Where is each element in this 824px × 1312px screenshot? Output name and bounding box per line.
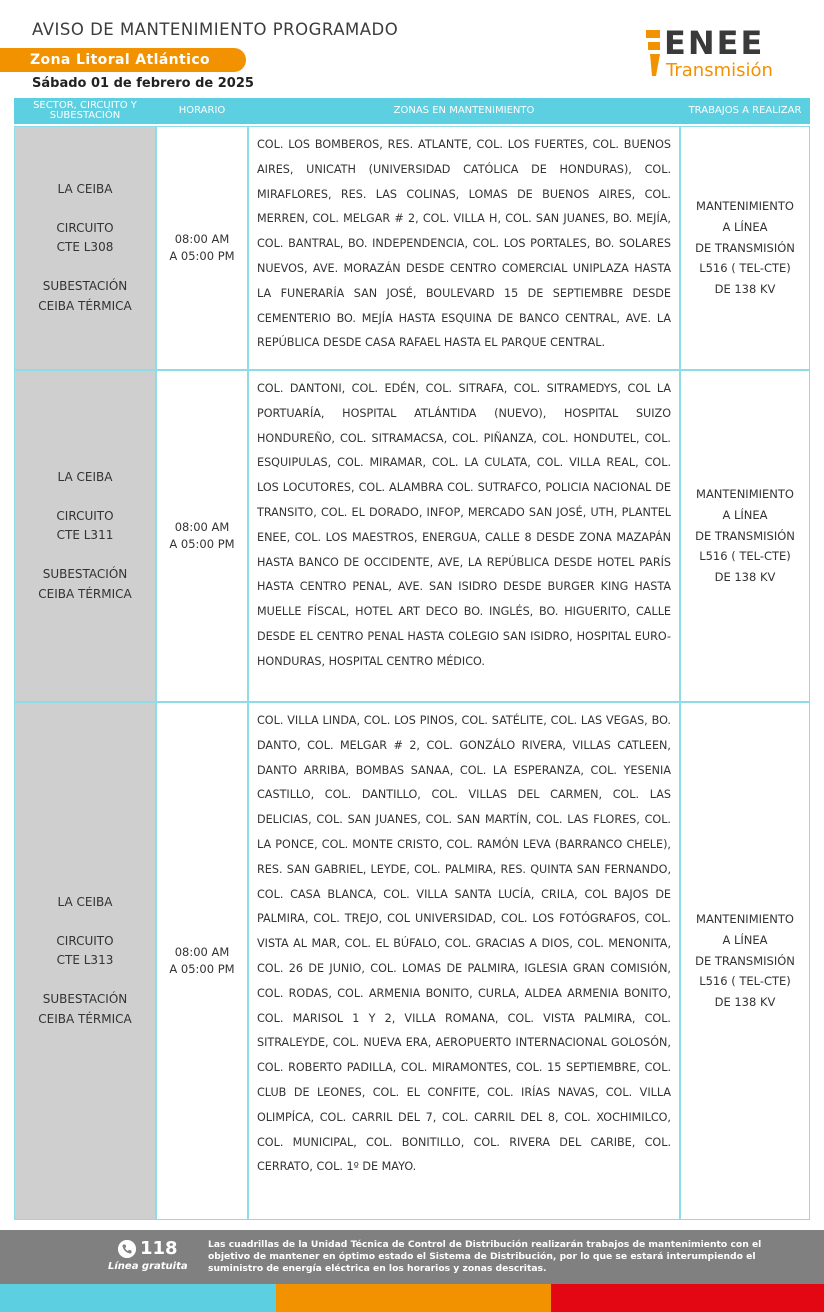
zone-banner: Zona Litoral Atlántico	[0, 48, 246, 72]
zonas-cell: COL. DANTONI, COL. EDÉN, COL. SITRAFA, COL. SITRAMEDYS, COL LA PORTUARÍA, HOSPITAL ATLÁNTIDA (NUEVO), HOSPITAL SUIZO HONDUREÑO, COL. SITRAMACSA, COL. PIÑANZA, COL. HONDUTEL, COL. ESQUIPULAS, COL. MIRAMAR, COL. LA CULATA, COL. VILLA REAL, COL. LOS LOCUTORES, COL. ALAMBRA COL. SUTRAFCO, POLICIA NACIONAL DE TRANSITO, COL. EL DORADO, INFOP, MERCADO SAN JOSÉ, UTH, PLANTEL ENEE, COL. LOS MAESTROS, ENERGUA, CALLE 8 DESDE ZONA MAZAPÁN HASTA BANCO DE OCCIDENTE, AVE, LA REPÚBLICA DESDE HOTEL PARÍS HASTA CENTRO PENAL, AVE. SAN ISIDRO DESDE BURGER KING HASTA MUELLE FÍSCAL, HOTEL ART DECO BO. INGLÉS, BO. HIGUERITO, CALLE DESDE EL CENTRO PENAL HASTA COLEGIO SAN ISIDRO, HOSPITAL EURO-HONDURAS, HOSPITAL CENTRO MÉDICO.	[248, 370, 680, 702]
trabajos-cell: MANTENIMIENTO A LÍNEA DE TRANSMISIÓN L516 ( TEL-CTE) DE 138 KV	[680, 126, 810, 370]
horario-cell: 08:00 AM A 05:00 PM	[156, 126, 248, 370]
logo-brand: ENEE	[664, 24, 765, 62]
phone-label: Línea gratuita	[108, 1261, 188, 1272]
zonas-cell: COL. VILLA LINDA, COL. LOS PINOS, COL. SATÉLITE, COL. LAS VEGAS, BO. DANTO, COL. MELGAR # 2, COL. GONZÁLO RIVERA, VILLAS CATLEEN, DANTO ARRIBA, BOMBAS SANAA, COL. LA ESPERANZA, COL. YESENIA CASTILLO, COL. DANTILLO, COL. VILLAS DEL CARMEN, COL. LAS DELICIAS, COL. SAN JUANES, COL. SAN MARTÍN, COL. LAS FLORES, COL. LA PONCE, COL. MONTE CRISTO, COL. RAMÓN LEVA (BARRANCO CHELE), RES. SAN GABRIEL, LEYDE, COL. PALMIRA, RES. QUINTA SAN FERNANDO, COL. CASA BLANCA, COL. VILLA SANTA LUCÍA, CRILA, COL BAJOS DE PALMIRA, COL. TREJO, COL UNIVERSIDAD, COL. LOS FOTÓGRAFOS, COL. VISTA AL MAR, COL. EL BÚFALO, COL. GRACIAS A DIOS, COL. MENONITA, COL. 26 DE JUNIO, COL. LOMAS DE PALMIRA, IGLESIA GRAN COMISIÓN, COL. RODAS, COL. ARMENIA BONITO, CURLA, ALDEA ARMENIA BONITO, COL. MARISOL 1 Y 2, VILLA ROMANA, COL. VISTA PALMIRA, COL. SITRALEYDE, COL. NUEVA ERA, AEROPUERTO INTERNACIONAL GOLOSÓN, COL. ROBERTO PADILLA, COL. MIRAMONTES, COL. 15 SEPTIEMBRE, COL. CLUB DE LEONES, COL. EL CONFITE, COL. IRÍAS NAVAS, COL. VILLA OLIMPÍCA, COL. CARRIL DEL 7, COL. CARRIL DEL 8, COL. XOCHIMILCO, COL. MUNICIPAL, COL. BONITILLO, COL. RIVERA DEL CARIBE, COL. CERRATO, COL. 1º DE MAYO.	[248, 702, 680, 1220]
footer-notice: Las cuadrillas de la Unidad Técnica de Control de Distribución realizarán trabajos de mantenimiento con el objetivo de mantener en óptimo estado el Sistema de Distribución, por lo que se estará interumpiendo el suministro de energía eléctrica en los horarios y zonas descritas.	[208, 1239, 762, 1274]
color-stripe-cyan	[0, 1284, 276, 1312]
horario-cell: 08:00 AM A 05:00 PM	[156, 702, 248, 1220]
trabajos-cell: MANTENIMIENTO A LÍNEA DE TRANSMISIÓN L516 ( TEL-CTE) DE 138 KV	[680, 370, 810, 702]
page-title: AVISO DE MANTENIMIENTO PROGRAMADO	[32, 20, 399, 39]
trabajos-cell: MANTENIMIENTO A LÍNEA DE TRANSMISIÓN L516 ( TEL-CTE) DE 138 KV	[680, 702, 810, 1220]
table-row	[14, 702, 810, 1220]
horario-cell: 08:00 AM A 05:00 PM	[156, 370, 248, 702]
column-header-trabajos: TRABAJOS A REALIZAR	[688, 105, 802, 116]
column-header-zonas: ZONAS EN MANTENIMIENTO	[393, 105, 535, 116]
column-header-sector: SECTOR, CIRCUITO Y SUBESTACIÓN	[33, 100, 137, 121]
phone-number: 118	[140, 1238, 178, 1259]
color-stripe-orange	[276, 1284, 551, 1312]
sector-cell: LA CEIBA CIRCUITO CTE L313 SUBESTACIÓN CEIBA TÉRMICA	[14, 702, 156, 1220]
lightning-bar-icon	[646, 30, 660, 76]
logo-subtitle: Transmisión	[666, 60, 773, 81]
zonas-cell: COL. LOS BOMBEROS, RES. ATLANTE, COL. LOS FUERTES, COL. BUENOS AIRES, UNICATH (UNIVERSIDAD CATÓLICA DE HONDURAS), COL. MIRAFLORES, RES. LAS COLINAS, LOMAS DE BUENOS AIRES, COL. MERREN, COL. MELGAR # 2, COL. VILLA H, COL. SAN JUANES, BO. MEJÍA, COL. BANTRAL, BO. INDEPENDENCIA, COL. LOS PORTALES, BO. SOLARES NUEVOS, AVE. MORAZÁN DESDE CENTRO COMERCIAL UNIPLAZA HASTA LA FUNERARÍA SAN JOSÉ, BOULEVARD 15 DE SEPTIEMBRE DESDE CEMENTERIO BO. MEJÍA HASTA ESQUINA DE BANCO CENTRAL, AVE. LA REPÚBLICA DESDE CASA RAFAEL HASTA EL PARQUE CENTRAL.	[248, 126, 680, 370]
sector-cell: LA CEIBA CIRCUITO CTE L311 SUBESTACIÓN CEIBA TÉRMICA	[14, 370, 156, 702]
footer-bar	[0, 1230, 824, 1284]
enee-logo	[646, 24, 806, 84]
table-row	[14, 126, 810, 370]
column-header-horario: HORARIO	[178, 105, 226, 116]
table-row	[14, 370, 810, 702]
phone-icon	[118, 1240, 136, 1258]
date-label: Sábado 01 de febrero de 2025	[32, 76, 254, 91]
table-header	[14, 98, 810, 124]
color-stripe-red	[551, 1284, 824, 1312]
sector-cell: LA CEIBA CIRCUITO CTE L308 SUBESTACIÓN CEIBA TÉRMICA	[14, 126, 156, 370]
